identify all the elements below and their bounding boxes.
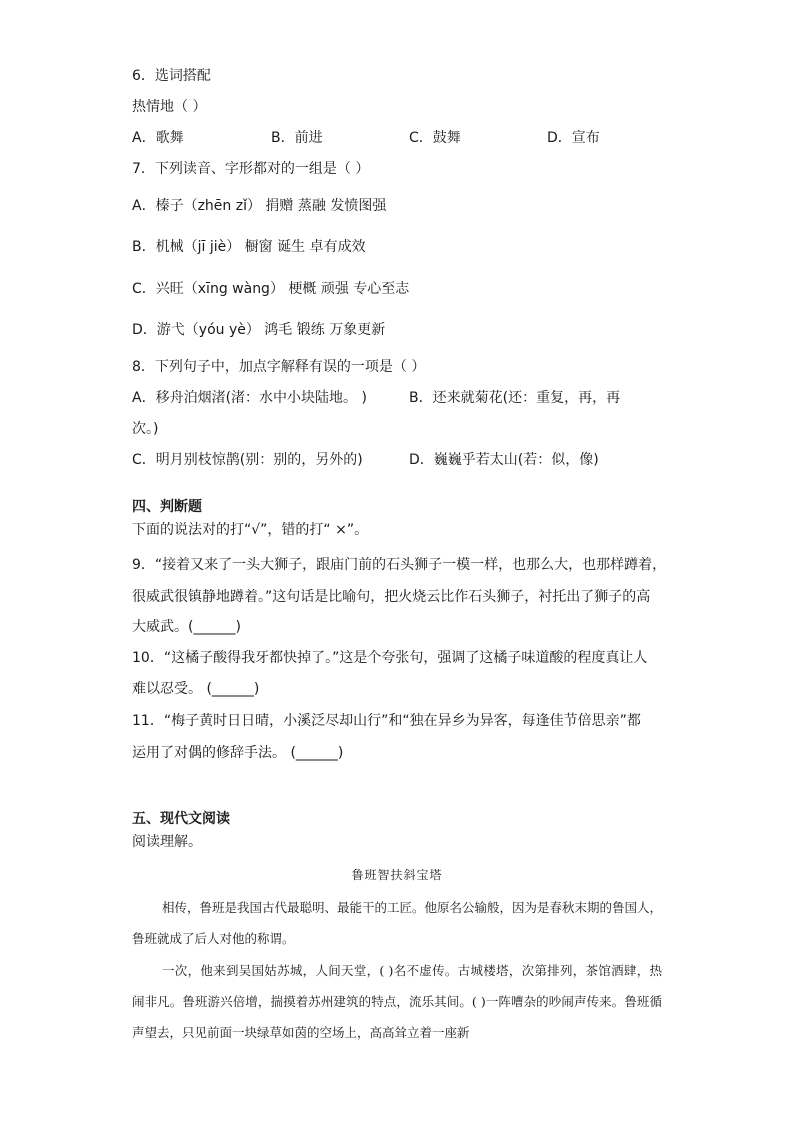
section4-heading: 四、判断题 [132,499,202,515]
section4-instruction: 下面的说法对的打“√”，错的打“ ×”。 [132,522,369,538]
q6-stem: 热情地（ ） [132,99,207,115]
q6-title: 6．选词搭配 [132,68,211,84]
passage-paragraph-2: 一次，他来到吴国姑苏城，人间天堂，( )名不虚传。古城楼塔，次第排列，茶馆酒肆，热闹非凡。鲁班游兴倍增，揣摸着苏州建筑的特点，流乐其间。( )一阵嘈杂的吵闹声传来。鲁班循声望去，只见前面一块绿草如茵的空场上，高高耸立着一座新 [132,963,662,1040]
q8-title: 8．下列句子中，加点字解释有误的一项是（ ） [132,359,426,375]
q7-option-a: A．榛子（zhēn zǐ） 捐赠 蒸融 发愤图强 [132,198,387,214]
q7-title: 7．下列读音、字形都对的一组是（ ） [132,161,370,177]
section5-heading: 五、现代文阅读 [132,811,230,827]
q11-line2: 运用了对偶的修辞手法。 (______) [132,745,344,761]
q8-option-a: A．移舟泊烟渚(渚：水中小块陆地。 ) [132,390,367,406]
q6-option-b: B．前进 [271,130,323,146]
q7-option-d: D．游弋（yóu yè） 鸿毛 锻练 万象更新 [132,322,386,338]
q6-option-c: C．鼓舞 [409,130,461,146]
q8-option-b-line1: B．还来就菊花(还：重复，再，再 [409,390,621,406]
q8-option-d: D．巍巍乎若太山(若：似，像) [409,452,599,468]
q7-option-c: C．兴旺（xīng wàng） 梗概 顽强 专心至志 [132,281,410,297]
q11-line1: 11．“梅子黄时日日晴，小溪泛尽却山行”和“独在异乡为异客，每逢佳节倍思亲”都 [132,713,641,729]
q6-option-a: A．歌舞 [132,130,184,146]
q7-option-b: B．机械（jī jiè） 橱窗 诞生 卓有成效 [132,239,366,255]
q9-line2: 很威武很镇静地蹲着。”这句话是比喻句，把火烧云比作石头狮子，衬托出了狮子的高 [132,589,651,605]
passage-paragraph-1: 相传，鲁班是我国古代最聪明、最能干的工匠。他原名公输般，因为是春秋末期的鲁国人，鲁班就成了后人对他的称谓。 [132,900,663,946]
q9-line3: 大威武。(______) [132,619,241,635]
q10-line1: 10．“这橘子酸得我牙都快掉了。”这是个夸张句，强调了这橘子味道酸的程度真让人 [132,650,648,666]
passage-title: 鲁班智扶斜宝塔 [351,868,443,882]
section5-instruction: 阅读理解。 [132,834,202,850]
q9-line1: 9．“接着又来了一头大狮子，跟庙门前的石头狮子一模一样，也那么大，也那样蹲着， [132,557,667,573]
q8-option-c: C．明月别枝惊鹊(别：别的，另外的) [132,452,363,468]
q6-option-d: D．宣布 [547,130,600,146]
q10-line2: 难以忍受。 (______) [132,681,260,697]
q8-option-b-line2: 次。) [132,421,159,437]
